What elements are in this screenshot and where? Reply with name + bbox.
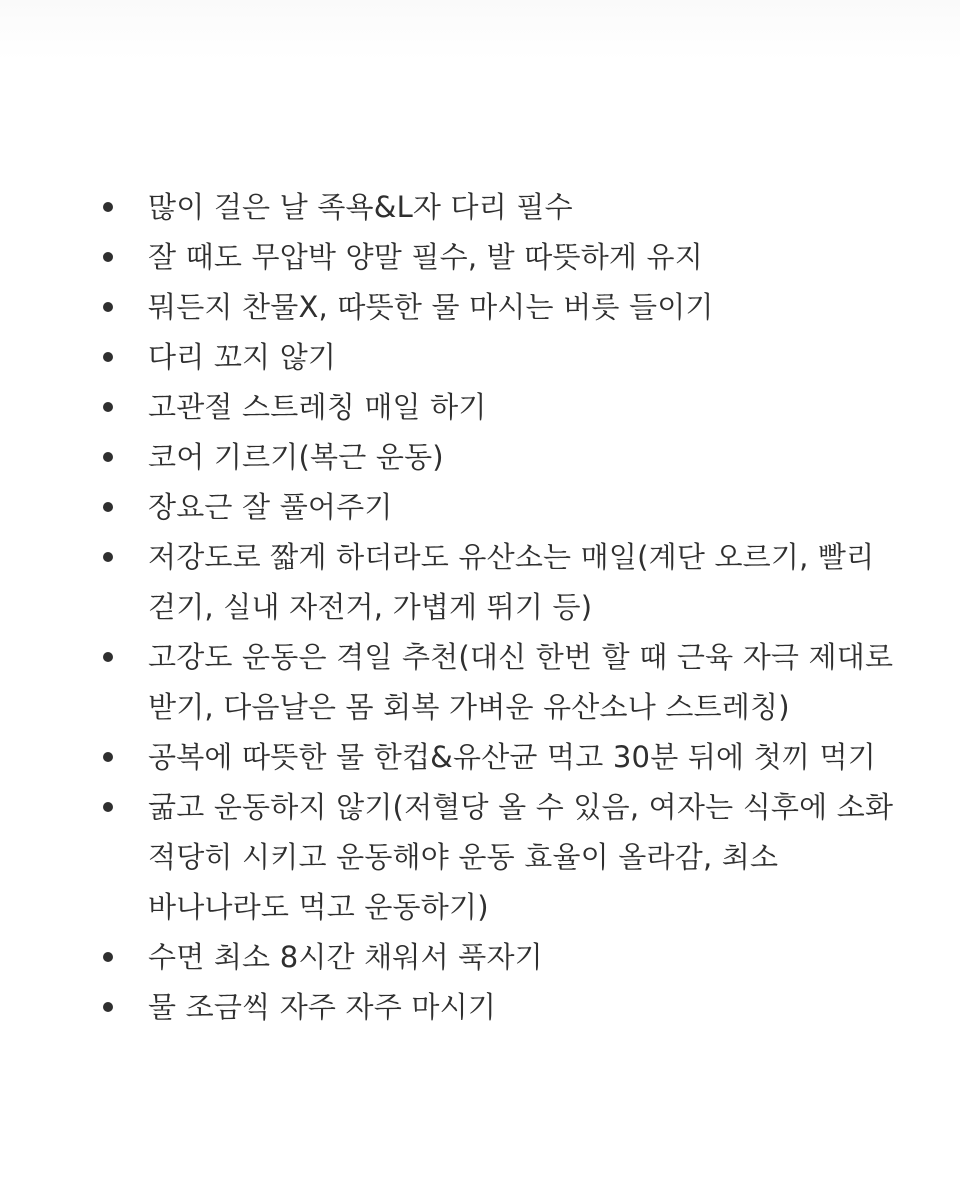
list-item-text: 뭐든지 찬물X, 따뜻한 물 마시는 버릇 들이기 [148, 290, 714, 324]
bullet-icon [103, 402, 113, 412]
bullet-icon [103, 452, 113, 462]
list-item [96, 282, 916, 332]
list-item [96, 482, 916, 532]
list-item [96, 182, 916, 232]
list-item-text: 굶고 운동하지 않기(저혈당 올 수 있음, 여자는 식후에 소화 적당히 시키고 운동해야 운동 효율이 올라감, 최소 바나나라도 먹고 운동하기) [148, 790, 894, 924]
list-item-text: 장요근 잘 풀어주기 [148, 490, 393, 524]
list-item [96, 932, 916, 982]
list-item-text: 잘 때도 무압박 양말 필수, 발 따뜻하게 유지 [148, 240, 703, 274]
list-item [96, 332, 916, 382]
list-item-text: 수면 최소 8시간 채워서 푹자기 [148, 940, 543, 974]
list-item-text: 고관절 스트레칭 매일 하기 [148, 390, 487, 424]
tips-list [96, 182, 916, 1032]
list-item [96, 432, 916, 482]
bullet-icon [103, 552, 113, 562]
bullet-icon [103, 302, 113, 312]
bullet-icon [103, 502, 113, 512]
list-item-text: 물 조금씩 자주 자주 마시기 [148, 990, 497, 1024]
list-item [96, 532, 916, 632]
list-item [96, 382, 916, 432]
bullet-icon [103, 202, 113, 212]
bullet-icon [103, 652, 113, 662]
bullet-icon [103, 752, 113, 762]
list-item [96, 982, 916, 1032]
list-item [96, 782, 916, 932]
bullet-icon [103, 252, 113, 262]
list-item-text: 다리 꼬지 않기 [148, 340, 337, 374]
list-item [96, 632, 916, 732]
bullet-icon [103, 952, 113, 962]
list-item-text: 고강도 운동은 격일 추천(대신 한번 할 때 근육 자극 제대로 받기, 다음날은 몸 회복 가벼운 유산소나 스트레칭) [148, 640, 894, 724]
list-item [96, 732, 916, 782]
list-item [96, 232, 916, 282]
list-item-text: 저강도로 짧게 하더라도 유산소는 매일(계단 오르기, 빨리 걷기, 실내 자전거, 가볍게 뛰기 등) [148, 540, 875, 624]
list-item-text: 공복에 따뜻한 물 한컵&유산균 먹고 30분 뒤에 첫끼 먹기 [148, 740, 876, 774]
list-item-text: 코어 기르기(복근 운동) [148, 440, 444, 474]
bullet-icon [103, 802, 113, 812]
bullet-icon [103, 1002, 113, 1012]
faded-top-area [0, 0, 960, 60]
bullet-icon [103, 352, 113, 362]
list-item-text: 많이 걸은 날 족욕&L자 다리 필수 [148, 190, 573, 224]
